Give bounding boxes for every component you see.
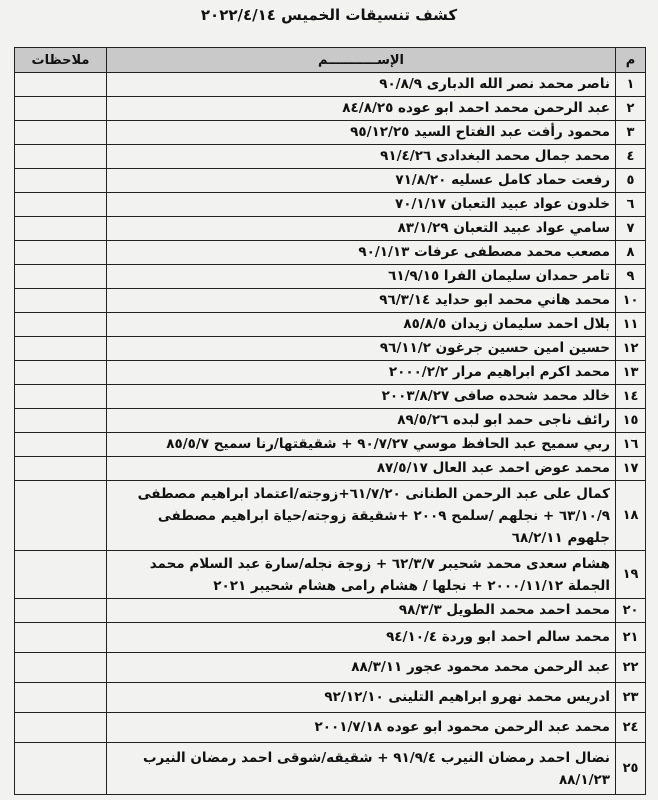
row-name: محمود رأفت عبد الفتاح السيد ٩٥/١٢/٢٥ [107, 121, 616, 145]
row-name: ادريس محمد نهرو ابراهيم التلينى ٩٢/١٢/١٠ [107, 683, 616, 713]
row-name: خلدون عواد عبيد التعبان ٧٠/١/١٧ [107, 193, 616, 217]
row-number: ١١ [616, 313, 646, 337]
table-row [15, 97, 646, 121]
table-row [15, 433, 646, 457]
table-row [15, 337, 646, 361]
table-row [15, 313, 646, 337]
table-row [15, 551, 646, 599]
row-number: ١٧ [616, 457, 646, 481]
row-number: ٢١ [616, 623, 646, 653]
row-name: سامي عواد عبيد التعبان ٨٣/١/٢٩ [107, 217, 616, 241]
row-name: محمد عوض احمد عبد العال ٨٧/٥/١٧ [107, 457, 616, 481]
row-number: ٢٣ [616, 683, 646, 713]
table-row [15, 623, 646, 653]
row-name: محمد هاني محمد ابو حدايد ٩٦/٣/١٤ [107, 289, 616, 313]
row-number: ٢ [616, 97, 646, 121]
row-notes [15, 313, 107, 337]
row-number: ١٣ [616, 361, 646, 385]
table-row [15, 743, 646, 795]
row-number: ١٥ [616, 409, 646, 433]
row-name: كمال على عبد الرحمن الطنانى ٦١/٧/٢٠+زوجته/اعتماد ابراهيم مصطفى ٦٣/١٠/٩ + نجلهم /سلمح ٢٠٠٩ +شقيقة زوجته/حياة ابراهيم مصطفى جلهوم ٦٨/٢/١١ [107, 481, 616, 551]
row-number: ٩ [616, 265, 646, 289]
row-name: ربي سميح عبد الحافظ موسي ٩٠/٧/٢٧ + شقيقتها/رنا سميح ٨٥/٥/٧ [107, 433, 616, 457]
row-number: ٢٤ [616, 713, 646, 743]
row-name: تامر حمدان سليمان الفرا ٦١/٩/١٥ [107, 265, 616, 289]
row-notes [15, 265, 107, 289]
row-notes [15, 193, 107, 217]
header-name: الإســـــــــــم [107, 48, 616, 73]
row-notes [15, 361, 107, 385]
table-row [15, 289, 646, 313]
row-notes [15, 145, 107, 169]
table-row [15, 361, 646, 385]
row-notes [15, 289, 107, 313]
row-name: نضال احمد رمضان النيرب ٩١/٩/٤ + شقيقه/شوقى احمد رمضان النيرب ٨٨/١/٢٣ [107, 743, 616, 795]
row-number: ٧ [616, 217, 646, 241]
row-name: عبد الرحمن محمد احمد ابو عوده ٨٤/٨/٢٥ [107, 97, 616, 121]
table-row [15, 683, 646, 713]
row-notes [15, 97, 107, 121]
row-notes [15, 683, 107, 713]
row-name: خالد محمد شحده صافى ٢٠٠٣/٨/٢٧ [107, 385, 616, 409]
row-number: ٢٢ [616, 653, 646, 683]
row-name: محمد عبد الرحمن محمود ابو عوده ٢٠٠١/٧/١٨ [107, 713, 616, 743]
row-number: ٦ [616, 193, 646, 217]
row-notes [15, 551, 107, 599]
row-name: محمد احمد محمد الطويل ٩٨/٣/٣ [107, 599, 616, 623]
row-notes [15, 653, 107, 683]
row-number: ١٦ [616, 433, 646, 457]
row-notes [15, 457, 107, 481]
row-notes [15, 433, 107, 457]
row-name: مصعب محمد مصطفى عرفات ٩٠/١/١٣ [107, 241, 616, 265]
row-name: رائف ناجى حمد ابو لبده ٨٩/٥/٢٦ [107, 409, 616, 433]
table-row [15, 73, 646, 97]
row-number: ١٨ [616, 481, 646, 551]
table-row [15, 193, 646, 217]
row-number: ٢٠ [616, 599, 646, 623]
row-notes [15, 599, 107, 623]
row-notes [15, 409, 107, 433]
row-number: ٢٥ [616, 743, 646, 795]
table-row [15, 599, 646, 623]
row-name: حسين امين حسين جرغون ٩٦/١١/٢ [107, 337, 616, 361]
header-row [15, 48, 646, 73]
row-notes [15, 713, 107, 743]
row-name: هشام سعدى محمد شحيبر ٦٢/٣/٧ + زوجة نجله/سارة عبد السلام محمد الجملة ٢٠٠٠/١١/١٢ + نجلها / هشام رامى هشام شحيبر ٢٠٢١ [107, 551, 616, 599]
row-name: بلال احمد سليمان زيدان ٨٥/٨/٥ [107, 313, 616, 337]
page-title: كشف تنسيقات الخميس ٢٠٢٢/٤/١٤ [200, 6, 458, 24]
row-number: ٣ [616, 121, 646, 145]
row-notes [15, 481, 107, 551]
row-name: محمد سالم احمد ابو وردة ٩٤/١٠/٤ [107, 623, 616, 653]
row-notes [15, 337, 107, 361]
table-row [15, 653, 646, 683]
row-number: ٨ [616, 241, 646, 265]
row-notes [15, 217, 107, 241]
table-row [15, 121, 646, 145]
row-number: ١٩ [616, 551, 646, 599]
row-name: محمد اكرم ابراهيم مرار ٢٠٠٠/٢/٢ [107, 361, 616, 385]
row-number: ١٠ [616, 289, 646, 313]
table-row [15, 169, 646, 193]
row-notes [15, 385, 107, 409]
table-row [15, 241, 646, 265]
row-notes [15, 743, 107, 795]
header-notes: ملاحظات [15, 48, 107, 73]
row-notes [15, 169, 107, 193]
row-notes [15, 623, 107, 653]
names-table [14, 47, 646, 795]
table-row [15, 385, 646, 409]
table-row [15, 457, 646, 481]
row-number: ١ [616, 73, 646, 97]
row-number: ٤ [616, 145, 646, 169]
row-notes [15, 241, 107, 265]
row-name: ناصر محمد نصر الله الدبارى ٩٠/٨/٩ [107, 73, 616, 97]
row-number: ٥ [616, 169, 646, 193]
row-name: محمد جمال محمد البغدادى ٩١/٤/٢٦ [107, 145, 616, 169]
row-name: رفعت حماد كامل عسليه ٧١/٨/٢٠ [107, 169, 616, 193]
row-number: ١٤ [616, 385, 646, 409]
row-notes [15, 73, 107, 97]
row-name: عبد الرحمن محمد محمود عجور ٨٨/٣/١١ [107, 653, 616, 683]
table-row [15, 265, 646, 289]
row-notes [15, 121, 107, 145]
table-row [15, 145, 646, 169]
table-row [15, 481, 646, 551]
row-number: ١٢ [616, 337, 646, 361]
table-row [15, 713, 646, 743]
table-row [15, 217, 646, 241]
table-row [15, 409, 646, 433]
header-num: م [616, 48, 646, 73]
